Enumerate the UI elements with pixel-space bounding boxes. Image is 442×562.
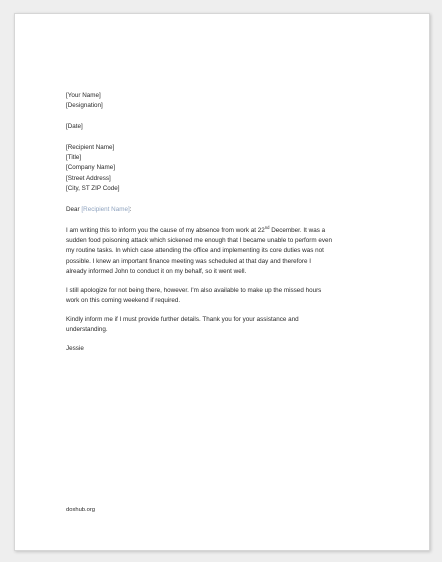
paragraph-line: possible. I knew an important finance meeting was scheduled at that day and therefore I <box>66 257 312 265</box>
ordinal-suffix: nd <box>264 224 270 230</box>
paragraph-line: understanding. <box>66 326 108 334</box>
paragraph-apology <box>66 286 386 307</box>
salutation <box>66 205 386 215</box>
paragraph-line: my routine tasks. In which case attending the office and implementing its core duties was not <box>66 247 324 255</box>
paragraph-line: sudden food poisoning attack which sickened me enough that I became unable to perform even <box>66 236 333 244</box>
letter-page <box>14 13 430 551</box>
paragraph-text: I am writing this to inform you the cause of my absence from work at 22 <box>66 226 265 234</box>
spacer <box>66 194 386 205</box>
spacer <box>66 215 386 226</box>
spacer <box>66 132 386 143</box>
letter-date: [Date] <box>66 123 83 131</box>
letter-content <box>66 91 386 354</box>
footer-watermark: doxhub.org <box>66 507 96 513</box>
paragraph-closing <box>66 315 386 336</box>
recipient-company: [Company Name] <box>66 164 115 172</box>
sender-designation: [Designation] <box>66 102 103 110</box>
paragraph-text: December. It was a <box>269 226 326 234</box>
paragraph-absence-reason <box>66 226 386 277</box>
salutation-prefix: Dear <box>66 205 82 213</box>
paragraph-line <box>66 226 386 236</box>
paragraph-line: I still apologize for not being there, however. I'm also available to make up the missed hours <box>66 286 322 294</box>
recipient-name: [Recipient Name] <box>66 143 115 151</box>
paragraph-line: work on this coming weekend if required. <box>66 296 181 304</box>
salutation-suffix: : <box>129 205 132 213</box>
spacer <box>66 277 386 286</box>
spacer <box>66 112 386 123</box>
signature-name: Jessie <box>66 344 84 352</box>
recipient-city: [City, ST ZIP Code] <box>66 185 120 193</box>
recipient-street: [Street Address] <box>66 174 111 182</box>
spacer <box>66 335 386 344</box>
sender-name: [Your Name] <box>66 92 101 99</box>
paragraph-line: already informed John to conduct it on my behalf, so it went well. <box>66 267 247 275</box>
recipient-title: [Title] <box>66 154 82 162</box>
spacer <box>66 306 386 315</box>
paragraph-line: Kindly inform me if I must provide further details. Thank you for your assistance and <box>66 315 299 323</box>
salutation-recipient-name: [Recipient Name] <box>81 205 130 213</box>
